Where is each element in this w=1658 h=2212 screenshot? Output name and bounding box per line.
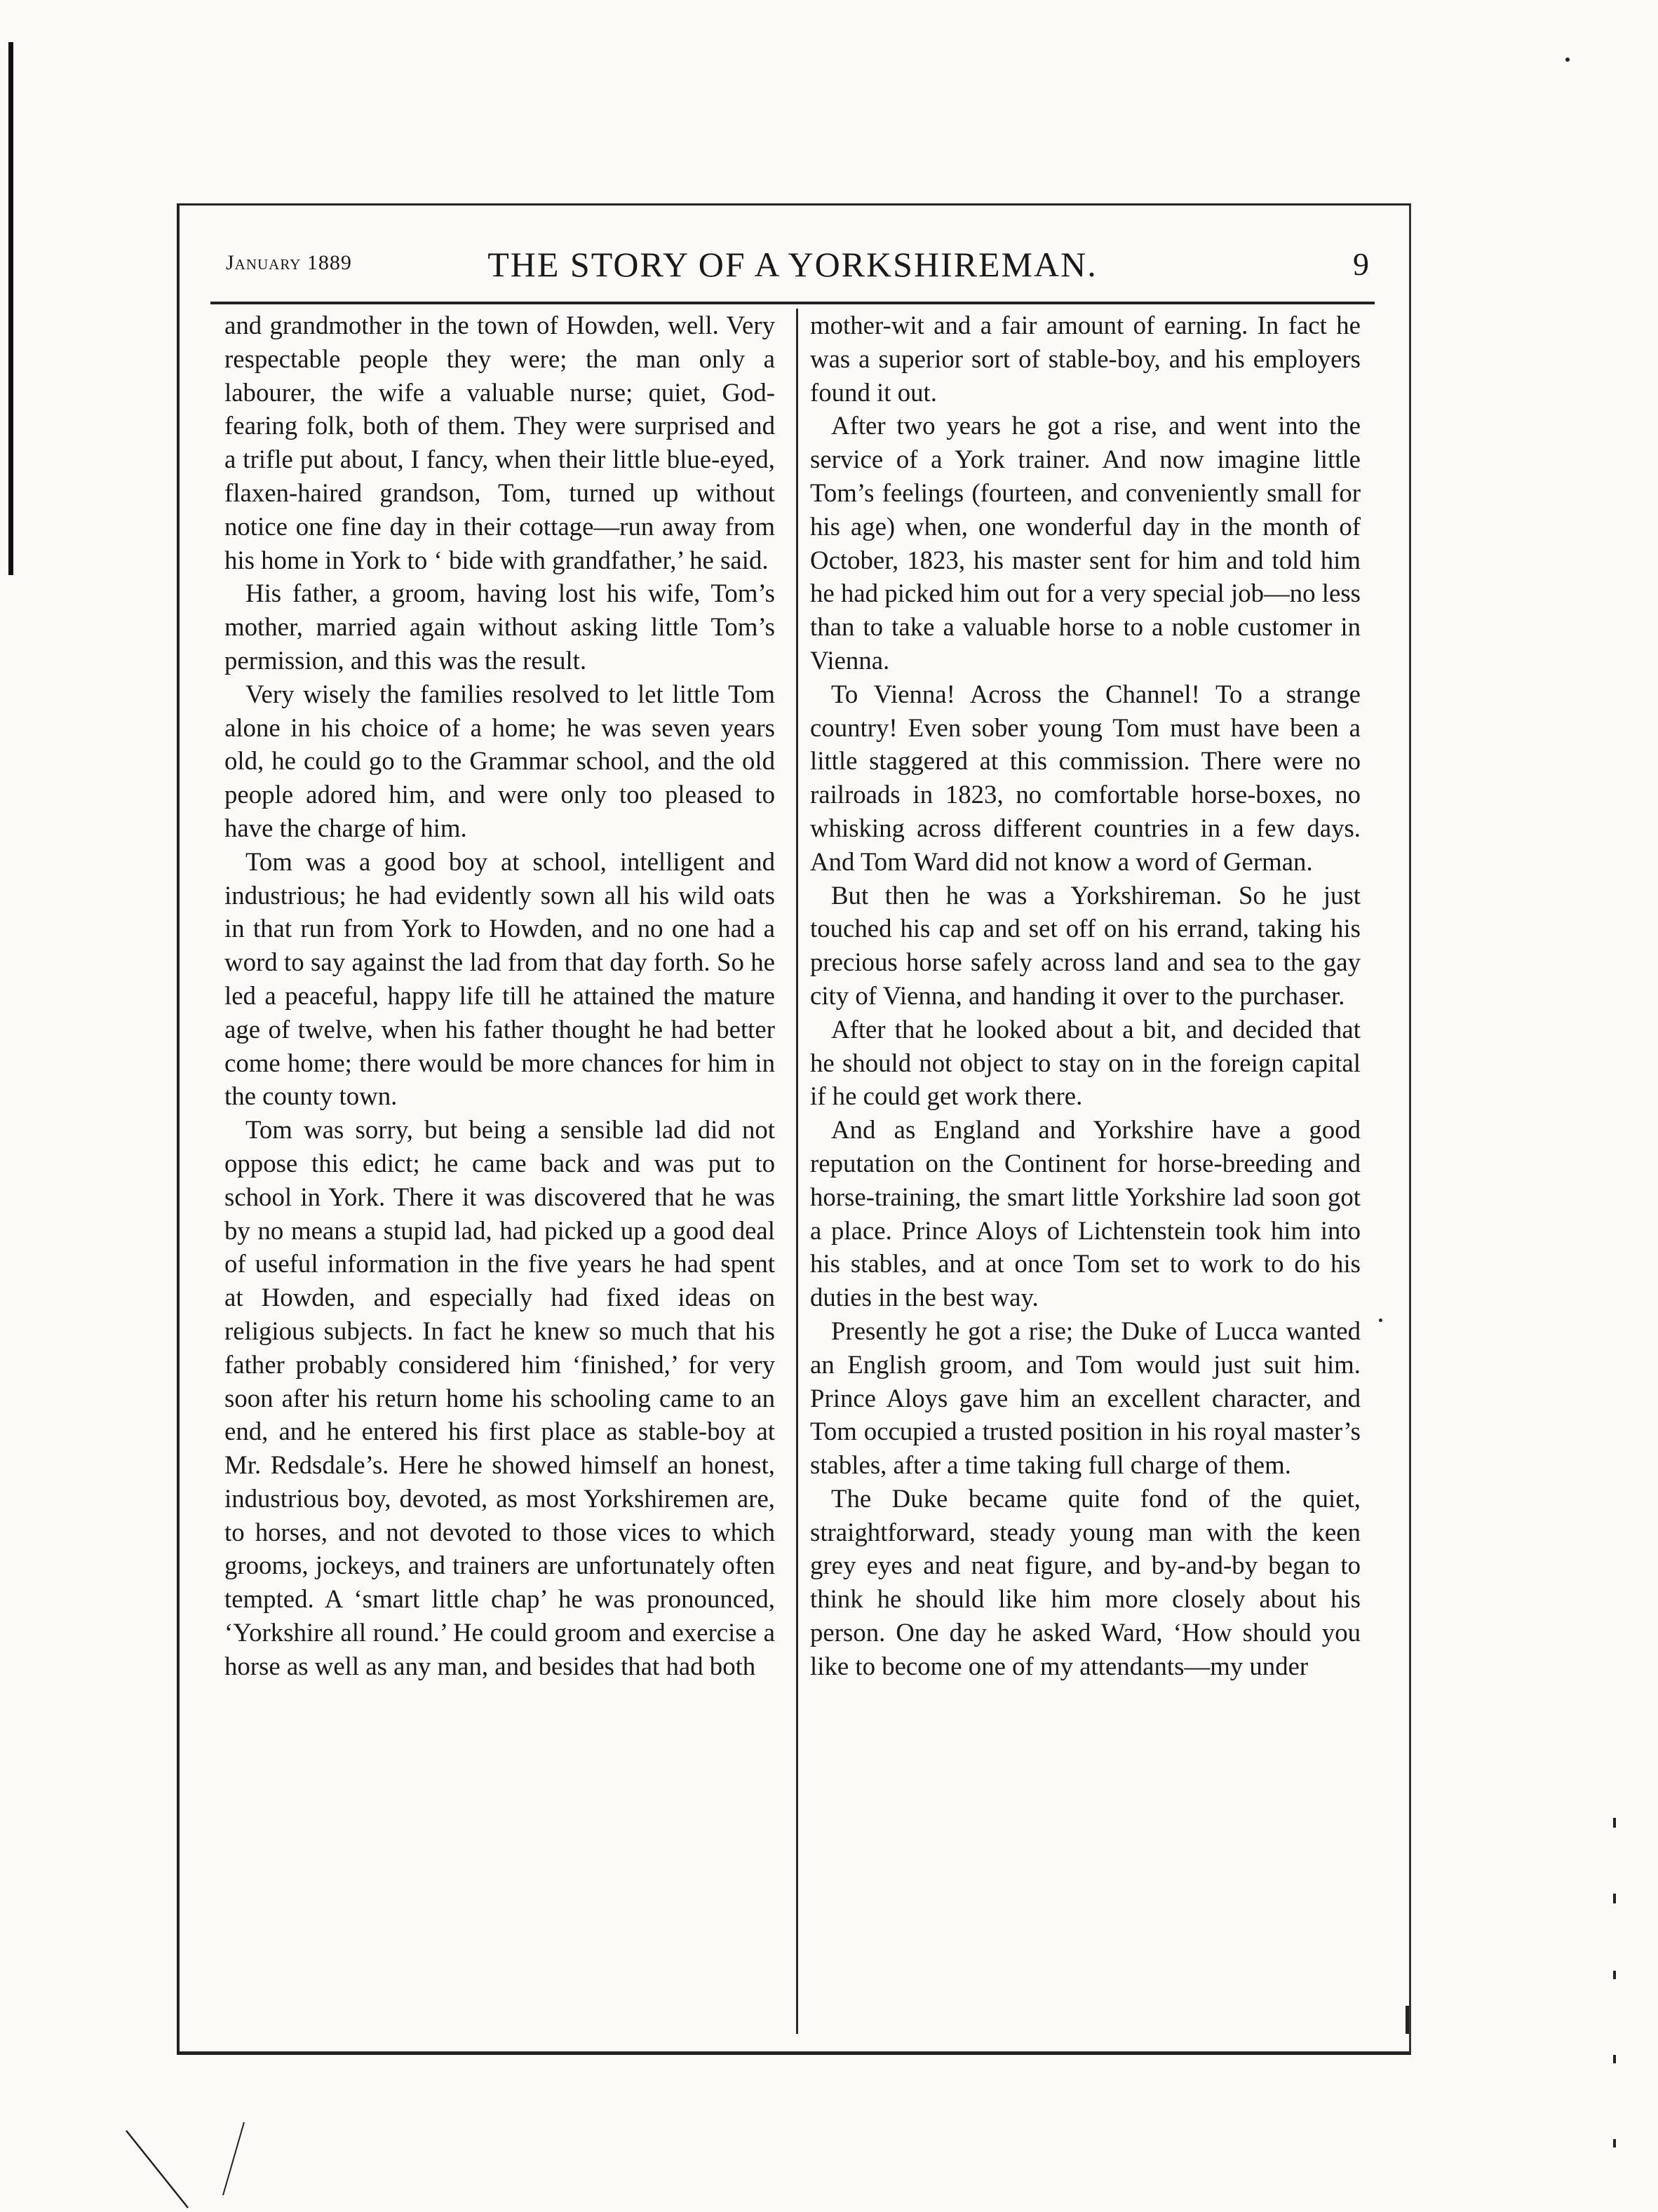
running-header — [210, 238, 1375, 304]
scan-speck — [1613, 2139, 1616, 2147]
scan-edge-bar — [8, 42, 13, 575]
paragraph: Presently he got a rise; the Duke of Lucca wanted an English groom, and Tom would just suit him. Prince Aloys gave him an excellent character, and Tom occupied a trusted position in his royal master’s stables, after a time taking full charge of them. — [810, 1316, 1361, 1480]
scan-speck — [1613, 2055, 1616, 2063]
scan-speck — [1613, 1818, 1616, 1828]
paragraph: Very wisely the families resolved to let little Tom alone in his choice of a home; he was seven years old, he could go to the Grammar school, and the old people adored him, and were only too pleased to have the charge of him. — [224, 679, 775, 842]
paragraph: After that he looked about a bit, and decided that he should not object to stay on in the foreign capital if he could get work there. — [810, 1014, 1361, 1111]
column-divider — [796, 309, 798, 2034]
scan-speck — [1565, 58, 1570, 62]
paragraph: But then he was a Yorkshireman. So he just touched his cap and set off on his errand, taking his precious horse safely across land and sea to the gay city of Vienna, and handing it over to the purchaser. — [810, 880, 1361, 1010]
paragraph: mother-wit and a fair amount of earning. In fact he was a superior sort of stable-boy, and his employers found it out. — [810, 311, 1361, 407]
right-column — [810, 309, 1361, 2041]
paragraph: To Vienna! Across the Channel! To a strange country! Even sober young Tom must have been a little staggered at this commission. There were no railroads in 1823, no comfortable horse-boxes, no whisking across different countries in a few days. And Tom Ward did not know a word of German. — [810, 679, 1361, 876]
issue-date: January 1889 — [226, 251, 352, 274]
paragraph: After two years he got a rise, and went into the service of a York trainer. And now imagine little Tom’s feelings (fourteen, and conveniently small for his age) when, one wonderful day in the month of October, 1823, his master sent for him and told him he had picked him out for a very special job—no less than to take a valuable horse to a noble customer in Vienna. — [810, 411, 1361, 675]
article-title: THE STORY OF A YORKSHIREMAN. — [487, 245, 1098, 284]
scan-scratch-marks — [119, 2118, 274, 2209]
paragraph: Tom was a good boy at school, intelligent and industrious; he had evidently sown all his wild oats in that run from York to Howden, and no one had a word to say against the lad from that day forth. So he led a peaceful, happy life till he attained the mature age of twelve, when his father thought he had better come home; there would be more chances for him in the county town. — [224, 847, 775, 1111]
paragraph: And as England and Yorkshire have a good reputation on the Continent for horse-breeding and horse-training, the smart little Yorkshire lad soon got a place. Prince Aloys of Lichtenstein took him into his stables, and at once Tom set to work to do his duties in the best way. — [810, 1115, 1361, 1312]
paragraph: and grandmother in the town of Howden, well. Very respectable people they were; the man only a labourer, the wife a valuable nurse; quiet, God-fearing folk, both of them. They were surprised and a trifle put about, I fancy, when their little blue-eyed, flaxen-haired grandson, Tom, turned up without notice one fine day in their cottage—run away from his home in York to ‘ bide with grandfather,’ he said. — [224, 311, 775, 574]
left-column — [224, 309, 775, 2041]
scan-speck — [1613, 1894, 1616, 1903]
scan-speck — [1613, 1971, 1616, 1979]
paragraph: His father, a groom, having lost his wife, Tom’s mother, married again without asking little Tom’s permission, and this was the result. — [224, 579, 775, 675]
paragraph: The Duke became quite fond of the quiet, straightforward, steady young man with the keen grey eyes and neat figure, and by-and-by began to think he should like him more closely about his person. One day he asked Ward, ‘How should you like to become one of my attendants—my under — [810, 1483, 1361, 1680]
page-number: 9 — [1353, 246, 1369, 282]
paragraph: Tom was sorry, but being a sensible lad did not oppose this edict; he came back and was put to school in York. There it was discovered that he was by no means a stupid lad, had picked up a good deal of useful information in the five years he had spent at Howden, and especially had fixed ideas on religious subjects. In fact he knew so much that his father probably considered him ‘finished,’ for very soon after his return home his schooling came to an end, and he entered his first place as stable-boy at Mr. Redsdale’s. Here he showed himself an honest, industrious boy, devoted, as most Yorkshiremen are, to horses, and not devoted to those vices to which grooms, jockeys, and trainers are unfortunately often tempted. A ‘smart little chap’ he was pronounced, ‘Yorkshire all round.’ He could groom and exercise a horse as well as any man, and besides that had both — [224, 1115, 775, 1680]
